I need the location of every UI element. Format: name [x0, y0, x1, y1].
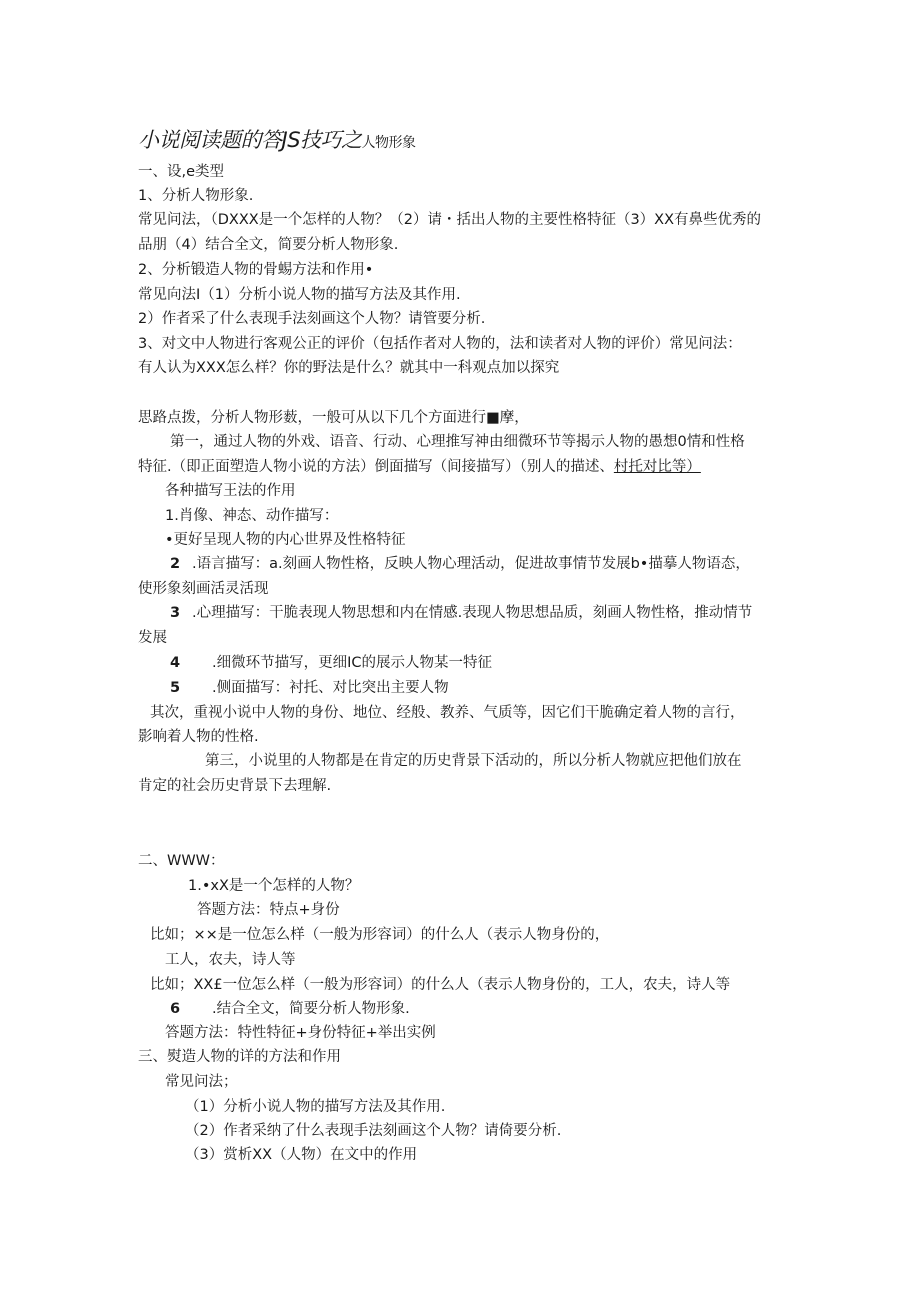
list-number: 5	[170, 680, 181, 696]
thinking-line: 1.肖像、神态、动作描写：	[165, 508, 339, 524]
section1-line: 常见问法，（DXXX是一个怎样的人物？（2）请・括出人物的主要性格特征（3）XX有鼻些优秀的	[138, 212, 762, 228]
section2-line: 比如；××是一位怎么样（一般为形容词）的什么人（表示人物身份的，	[150, 927, 610, 943]
section2-line: 1.•xX是一个怎样的人物？	[188, 878, 360, 894]
thinking-line: .细微环节描写，更细IC的展示人物某一特征	[212, 655, 493, 671]
thinking-line: 发展	[138, 630, 167, 646]
thinking-line: 第三，小说里的人物都是在肯定的历史背景下活动的，所以分析人物就应把他们放在	[205, 753, 742, 769]
list-number: 2	[170, 556, 181, 572]
page-title	[138, 126, 416, 157]
list-number: 6	[170, 1001, 181, 1017]
section2-line: 答题方法：特点+身份	[197, 902, 340, 918]
list-number: 3	[170, 605, 181, 621]
section1-line: 2）作者采了什么表现手法刻画这个人物？请管要分析.	[138, 311, 486, 327]
section2-heading: 二、WWW：	[138, 853, 225, 869]
section1-line: 2、分析锻造人物的骨蜴方法和作用•	[138, 262, 374, 278]
section2-line: 工人，农夫，诗人等	[165, 952, 296, 968]
thinking-line: •更好呈现人物的内心世界及性格特征	[165, 532, 406, 548]
thinking-line: 思路点拨，分析人物形薮，一般可从以下几个方面进行■摩，	[138, 410, 529, 426]
thinking-line: 第一，通过人物的外戏、语音、行动、心理推写神由细微环节等揭示人物的愚想0情和性格	[170, 434, 745, 450]
thinking-line: 各种描写王法的作用	[165, 483, 296, 499]
list-number: 4	[170, 655, 181, 671]
section1-line: 有人认为XXX怎么样？你的野法是什么？就其中一科观点加以探究	[138, 360, 560, 376]
section1-line: 常见向法I（1）分析小说人物的描写方法及其作用.	[138, 287, 461, 303]
thinking-line: 影响着人物的性格.	[138, 729, 259, 745]
section2-line: 答题方法：特性特征+身份特征+举出实例	[165, 1025, 436, 1041]
section2-line: .结合全文，简要分析人物形象.	[212, 1001, 410, 1017]
section1-line: 品朋（4）结合全文，简要分析人物形象.	[138, 237, 399, 253]
section2-line: 比如；XX£一位怎么样（一般为形容词）的什么人（表示人物身份的，工人，农夫，诗人等	[150, 977, 731, 993]
section3-line: 常见问法；	[165, 1074, 238, 1090]
title-suffix: 人物形象	[361, 135, 416, 151]
thinking-underlined-text: 村托对比等）	[613, 459, 701, 475]
thinking-line	[138, 457, 701, 477]
section1-line: 1、分析人物形象.	[138, 188, 254, 204]
section3-heading: 三、熨造人物的详的方法和作用	[138, 1049, 341, 1065]
thinking-line: 其次，重视小说中人物的身份、地位、经般、教养、气质等，因它们干脆确定着人物的言行，	[150, 705, 745, 721]
section1-heading: 一、设,e类型	[138, 164, 225, 180]
section3-line: （2）作者采纳了什么表现手法刻画这个人物？请倚要分析.	[185, 1123, 562, 1139]
thinking-line: .语言描写：a.刻画人物性格，反映人物心理活动，促进故事情节发展b•描摹人物语态，	[192, 556, 750, 572]
thinking-text: 特征.（即正面塑造人物小说的方法）倒面描写（间接描写）（别人的描述、	[138, 459, 614, 475]
thinking-line: 使形象刻画活灵活现	[138, 581, 269, 597]
section1-line: 3、对文中人物进行客观公正的评价（包括作者对人物的，法和读者对人物的评价）常见问法：	[138, 336, 742, 352]
section3-line: （3）赏析XX（人物）在文中的作用	[185, 1147, 418, 1163]
thinking-line: .侧面描写：衬托、对比突出主要人物	[212, 680, 449, 696]
thinking-line: 肯定的社会历史背景下去理解.	[138, 778, 332, 794]
title-main: 小说阅读题的答JS技巧之	[138, 128, 362, 152]
thinking-line: .心理描写：干脆表现人物思想和内在情感.表现人物思想品质，刻画人物性格，推动情节	[192, 605, 753, 621]
section3-line: （1）分析小说人物的描写方法及其作用.	[185, 1099, 446, 1115]
